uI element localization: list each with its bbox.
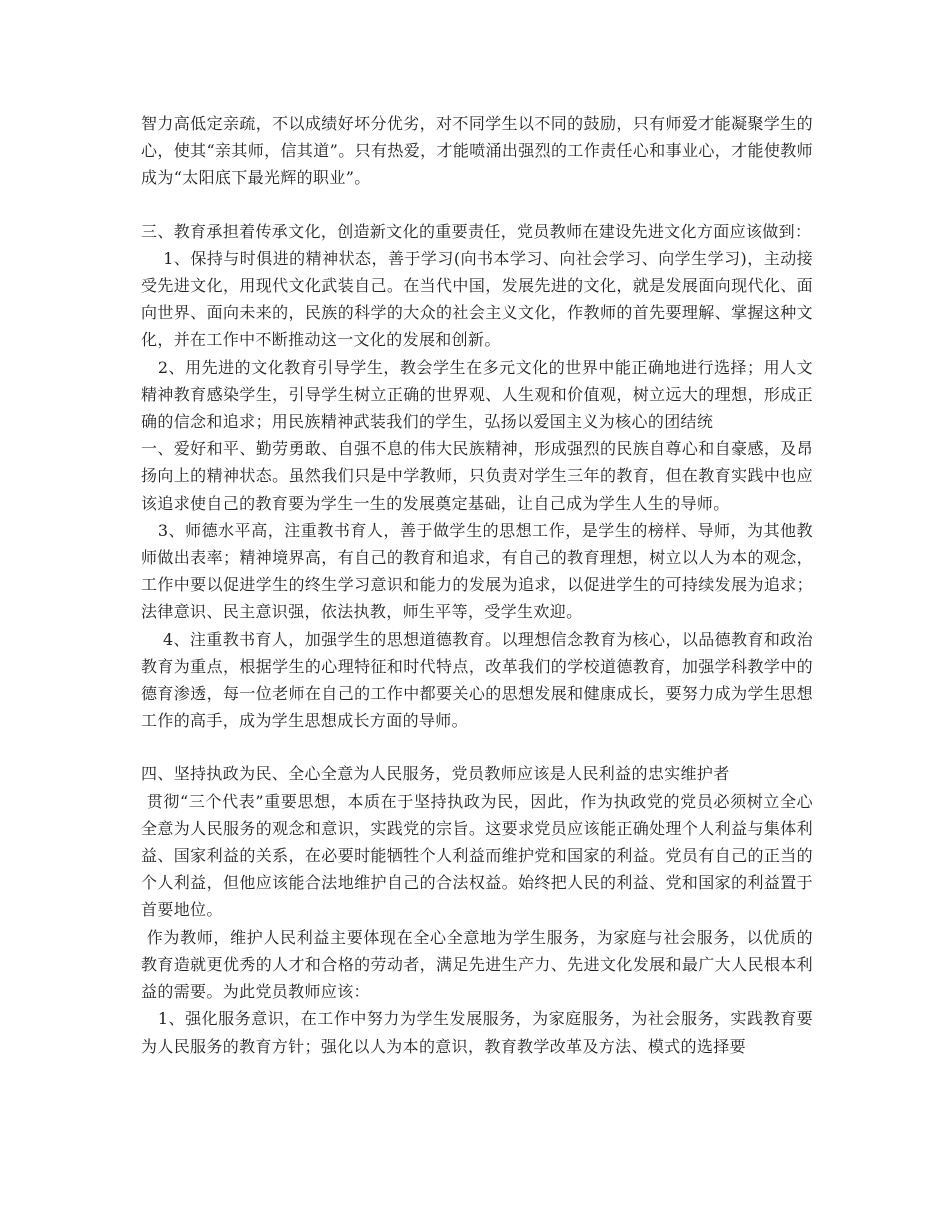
paragraph-item-2-guide-students: 2、用先进的文化教育引导学生，教会学生在多元文化的世界中能正确地进行选择；用人文精神教育感染学生，引导学生树立正确的世界观、人生观和价值观，树立远大的理想，形成正确的信念和追求；用民族精神武装我们的学生，弘扬以爱国主义为核心的团结统 bbox=[141, 357, 813, 432]
section-heading-four: 四、坚持执政为民、全心全意为人民服务，党员教师应该是人民利益的忠实维护者 bbox=[141, 764, 730, 784]
paragraph-item-4-moral-education: 4、注重教书育人，加强学生的思想道德教育。以理想信念教育为核心，以品德教育和政治教育为重点，根据学生的心理特征和时代特点，改革我们的学校道德教育，加强学科教学中的德育渗透，每一位老师在自己的工作中都要关心的思想发展和健康成长，要努力成为学生思想工作的高手，成为学生思想成长方面的导师。 bbox=[141, 629, 813, 731]
paragraph-item-1-service-awareness: 1、强化服务意识，在工作中努力为学生发展服务，为家庭服务，为社会服务，实践教育要为人民服务的教育方针；强化以人为本的意识，教育教学改革及方法、模式的选择要 bbox=[141, 1009, 813, 1056]
paragraph-serve-students: 作为教师，维护人民利益主要体现在全心全意地为学生服务，为家庭与社会服务，以优质的教育造就更优秀的人才和合格的劳动者，满足先进生产力、先进文化发展和最广大人民根本利益的需要。为此党员教师应该： bbox=[141, 927, 813, 1002]
paragraph-gap bbox=[141, 192, 813, 218]
paragraph-item-1-keep-pace: 1、保持与时俱进的精神状态，善于学习(向书本学习、向社会学习、向学生学习)，主动接受先进文化，用现代文化武装自己。在当代中国，发展先进的文化，就是发展面向现代化、面向世界、面向未来的，民族的科学的大众的社会主义文化，作教师的首先要理解、掌握这种文化，并在工作中不断推动这一文化的发展和创新。 bbox=[141, 248, 814, 350]
paragraph-three-represents: 贯彻“三个代表”重要思想，本质在于坚持执政为民，因此，作为执政党的党员必须树立全心全意为人民服务的观念和意识，实践党的宗旨。这要求党员应该能正确处理个人利益与集体利益、国家利益的关系，在必要时能牺牲个人利益而维护党和国家的利益。党员有自己的正当的个人利益，但他应该能合法地维护自己的合法权益。始终把人民的利益、党和国家的利益置于首要地位。 bbox=[141, 791, 813, 920]
document-page bbox=[141, 110, 813, 1060]
paragraph-national-spirit: 一、爱好和平、勤劳勇敢、自强不息的伟大民族精神，形成强烈的民族自尊心和自豪感，及昂扬向上的精神状态。虽然我们只是中学教师，只负责对学生三年的教育，但在教育实践中也应该追求使自己的教育要为学生一生的发展奠定基础，让自己成为学生人生的导师。 bbox=[141, 439, 813, 513]
paragraph-gap bbox=[141, 734, 813, 760]
paragraph-teacher-love: 智力高低定亲疏，不以成绩好坏分优劣，对不同学生以不同的鼓励，只有师爱才能凝聚学生的心，使其“亲其师，信其道”。只有热爱，才能喷涌出强烈的工作责任心和事业心，才能使教师成为“太阳底下最光辉的职业”。 bbox=[141, 114, 813, 188]
paragraph-item-3-teacher-ethics: 3、师德水平高，注重教书育人，善于做学生的思想工作，是学生的榜样、导师，为其他教师做出表率；精神境界高，有自己的教育和追求，有自己的教育理想，树立以人为本的观念，工作中要以促进学生的终生学习意识和能力的发展为追求，以促进学生的可持续发展为追求；法律意识、民主意识强，依法执教，师生平等，受学生欢迎。 bbox=[141, 520, 813, 622]
section-heading-three: 三、教育承担着传承文化，创造新文化的重要责任，党员教师在建设先进文化方面应该做到： bbox=[141, 221, 812, 241]
